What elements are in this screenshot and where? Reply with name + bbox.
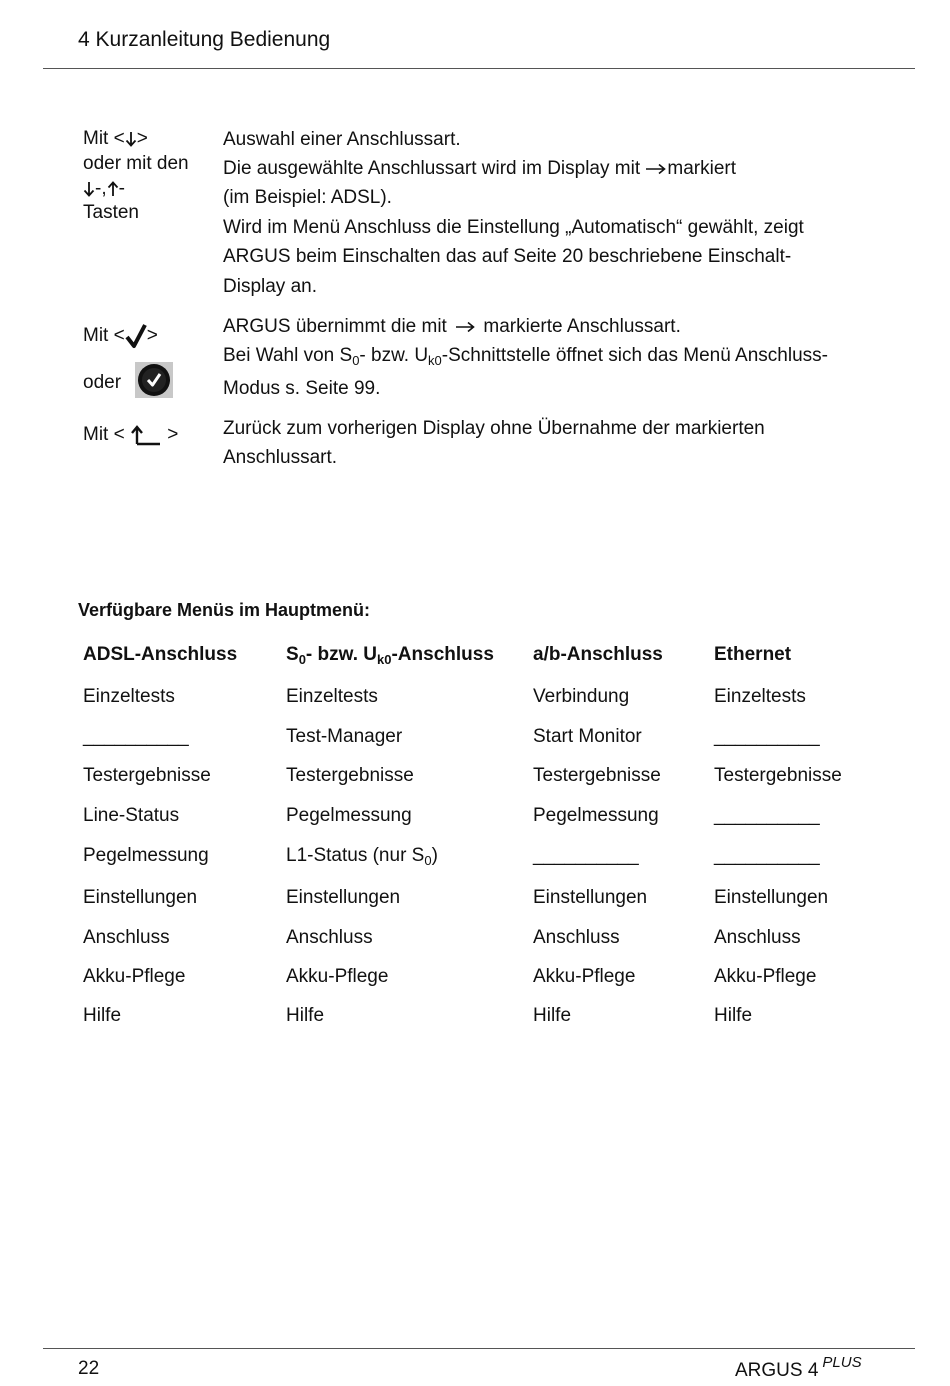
menu-cell: Pegelmessung xyxy=(286,805,412,826)
menu-cell: Testergebnisse xyxy=(83,765,211,786)
menu-cell: Akku-Pflege xyxy=(83,966,186,987)
key-row1-line1: Mit < > xyxy=(83,128,148,149)
menu-cell: Einzeltests xyxy=(714,686,806,707)
arrow-down-icon xyxy=(83,180,95,198)
menu-cell: Anschluss xyxy=(533,927,620,948)
desc-row2-line1: ARGUS übernimmt die mit markierte Anschlussart. xyxy=(223,316,681,337)
menu-cell: Pegelmessung xyxy=(533,805,659,826)
menu-cell: Start Monitor xyxy=(533,726,642,747)
key-row2-oder: oder xyxy=(83,372,122,393)
menu-cell: Hilfe xyxy=(714,1005,753,1026)
menu-cell: Einstellungen xyxy=(714,887,829,908)
header-divider xyxy=(43,68,915,69)
key-row3-mit: Mit < > xyxy=(83,424,179,446)
footer-brand: ARGUS 4 $^{PLUS}$ xyxy=(735,1354,862,1381)
arrow-up-icon xyxy=(107,180,119,198)
back-arrow-icon xyxy=(130,424,162,446)
column-header-s0-uk0: $S_0-$ bzw. $U_{k0}$-Anschluss xyxy=(286,644,494,667)
menu-cell: Testergebnisse xyxy=(533,765,661,786)
menu-cell: Einstellungen xyxy=(533,887,648,908)
menu-cell: Hilfe xyxy=(286,1005,325,1026)
desc-row3-line2: Anschlussart. xyxy=(223,447,338,468)
menu-cell: Einzeltests xyxy=(83,686,175,707)
menu-cell: Akku-Pflege xyxy=(286,966,389,987)
desc-row3-line1: Zurück zum vorherigen Display ohne Übernahme der markierten xyxy=(223,418,765,439)
desc-row1-line2: Die ausgewählte Anschlussart wird im Display mit markiert xyxy=(223,158,737,179)
page-header-title: 4 Kurzanleitung Bedienung xyxy=(78,28,331,51)
desc-row1-line4: Wird im Menü Anschluss die Einstellung „Automatisch“ gewählt, zeigt xyxy=(223,217,804,238)
desc-row1-line6: Display an. xyxy=(223,276,317,297)
page-number: 22 xyxy=(78,1358,100,1379)
arrow-right-icon xyxy=(645,162,667,176)
menu-cell: __________ xyxy=(714,726,820,747)
key-row2-mit: Mit < > xyxy=(83,323,158,349)
ok-button-icon xyxy=(135,362,173,398)
desc-row1-line1: Auswahl einer Anschlussart. xyxy=(223,129,461,150)
column-header-adsl: ADSL-Anschluss xyxy=(83,644,238,665)
footer-divider xyxy=(43,1348,915,1349)
key-row1-line3: -, - xyxy=(83,178,125,200)
menu-cell: Testergebnisse xyxy=(286,765,414,786)
menu-cell: Test-Manager xyxy=(286,726,403,747)
menu-cell: Pegelmessung xyxy=(83,845,209,866)
menu-cell: Hilfe xyxy=(533,1005,572,1026)
menu-cell: Einzeltests xyxy=(286,686,378,707)
menu-cell: Akku-Pflege xyxy=(714,966,817,987)
menus-heading: Verfügbare Menüs im Hauptmenü: xyxy=(78,600,371,620)
key-row1-line4: Tasten xyxy=(83,202,139,223)
menu-cell: L1-Status (nur $S_0$) xyxy=(286,845,438,868)
column-header-ethernet: Ethernet xyxy=(714,644,792,665)
menu-cell: Akku-Pflege xyxy=(533,966,636,987)
menu-cell: Einstellungen xyxy=(83,887,198,908)
menu-cell: Anschluss xyxy=(714,927,801,948)
arrow-down-icon xyxy=(125,130,137,148)
column-header-ab: a/b-Anschluss xyxy=(533,644,663,665)
desc-row1-line3: (im Beispiel: ADSL). xyxy=(223,187,392,208)
menu-cell: __________ xyxy=(714,845,820,866)
menu-cell: Anschluss xyxy=(286,927,373,948)
desc-row1-line5: ARGUS beim Einschalten das auf Seite 20 beschriebene Einschalt- xyxy=(223,246,792,267)
menu-cell: Einstellungen xyxy=(286,887,401,908)
menu-cell: __________ xyxy=(83,726,189,747)
menu-cell: __________ xyxy=(533,845,639,866)
arrow-right-icon xyxy=(452,320,478,334)
menu-cell: Anschluss xyxy=(83,927,170,948)
menu-cell: Line-Status xyxy=(83,805,180,826)
key-row1-line2: oder mit den xyxy=(83,153,189,174)
menu-cell: Verbindung xyxy=(533,686,630,707)
menu-cell: Hilfe xyxy=(83,1005,122,1026)
desc-row2-line3: Modus s. Seite 99. xyxy=(223,378,381,399)
menu-cell: __________ xyxy=(714,805,820,826)
desc-row2-line2: Bei Wahl von $S_0-$ bzw. $U_{k0}$-Schnittstelle öffnet sich das Menü Anschluss- xyxy=(223,345,828,368)
menu-cell: Testergebnisse xyxy=(714,765,842,786)
checkmark-icon xyxy=(125,323,147,349)
